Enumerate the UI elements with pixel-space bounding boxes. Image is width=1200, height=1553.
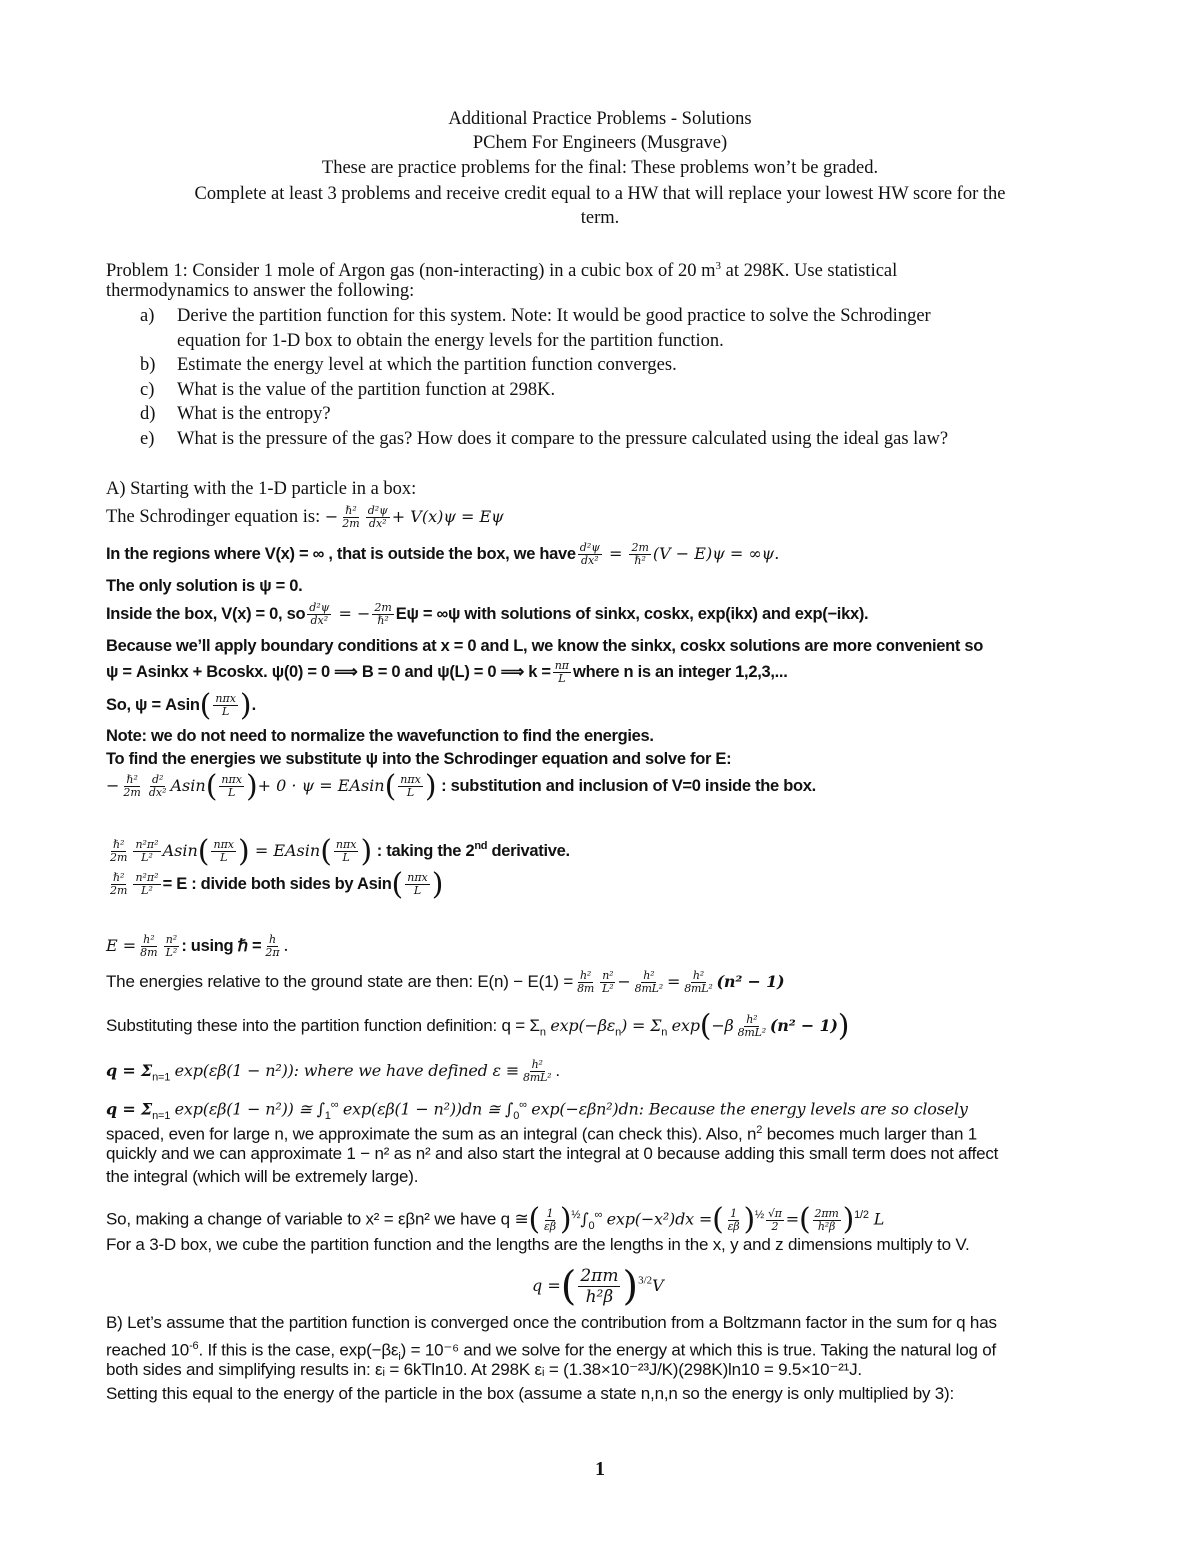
b-line-4: Setting this equal to the energy of the particle in the box (assume a state n,n,n so the energy is only multiplied by 3): bbox=[106, 1384, 955, 1403]
relative-energies: The energies relative to the ground state are then: E(n) − E(1) = $\frac{\text{h²}}{8m}$ $\frac{\text{n²}}{\text{L²}}$ − $\frac{\text{h²}}{\text{8mL²}}$ = $\frac{\text{h²}}{\text{8mL²}}$ (n² − 1) bbox=[106, 969, 785, 996]
problem-intro: Problem 1: Consider 1 mole of Argon gas (non-interacting) in a cubic box of 20 $m^3$ at 298K. Use statistical bbox=[106, 260, 898, 282]
part-text: What is the value of the partition function at 298K. bbox=[177, 380, 556, 400]
part-label: e) bbox=[140, 429, 155, 449]
partition-function-def: Substituting these into the partition function definition: $q = \Sigma_n$ $\exp(-\beta\varepsilon_n) = \Sigma_n$ exp(−β $\frac{\text{h²}}{\text{8mL²}}$ (n² − 1)) bbox=[106, 1008, 850, 1044]
course-name: PChem For Engineers (Musgrave) bbox=[472, 133, 728, 153]
q-definition: $q = \Sigma_{n=1}$ exp(εβ(1 − n²)): where we have defined ε ≡ $\frac{\text{h²}}{\text{8mL²}}$ . bbox=[106, 1058, 560, 1085]
page-title: Additional Practice Problems - Solutions bbox=[448, 109, 752, 129]
outside-box-line: In the regions where V(x) = ∞ , that is outside the box, we have $\frac{\text{d²ψ}}{\text{dx²}}$ = $\frac{2m}{\text{ℏ²}}$ (V − E)ψ = ∞ψ. bbox=[106, 541, 780, 568]
b-line-3: both sides and simplifying results in: εᵢ = 6kTln10. At 298K εᵢ = (1.38×10⁻²³J/K)(298K)ln10 = 9.5×10⁻²¹J. bbox=[106, 1360, 862, 1379]
psi-general: ψ = Asinkx + Bcoskx. ψ(0) = 0 ⟹ B = 0 and ψ(L) = 0 ⟹ k = $\frac{n\pi}{L}$ where n is an integer 1,2,3,... bbox=[106, 659, 788, 686]
change-variable: So, making a change of variable to x² = εβn² we have q ≅( $\frac{1}{\varepsilon\beta}$ )$^{\frac{1}{2}}\int_0^\infty$ exp(−x²)dx =( $\frac{1}{\varepsilon\beta}$ )$^{\frac{1}{2}}$ $\frac{√\pi}{2}$ =( $\frac{2\pi m}{\text{h²β}}$ )$^{1/2}$ L bbox=[106, 1202, 885, 1238]
part-label: c) bbox=[140, 380, 155, 400]
spaced-line: spaced, even for large n, we approximate the sum as an integral (can check this). Also, $n^2$ becomes much larger than 1 bbox=[106, 1124, 977, 1144]
header-note: These are practice problems for the final: These problems won’t be graded. bbox=[321, 158, 879, 178]
psi-solution: So, ψ = Asin( $\frac{\text{nπx}}{L}$ ). bbox=[106, 687, 256, 723]
credit-line-2: term. bbox=[580, 208, 620, 228]
part-text: Estimate the energy level at which the partition function converges. bbox=[177, 355, 677, 375]
part-label: b) bbox=[140, 355, 156, 375]
divide-eq: $\frac{\text{ℏ²}}{2m}$ $\frac{\text{n²π²}}{\text{L²}}$ = E : divide both sides by Asin( $\frac{\text{nπx}}{L}$ ) bbox=[110, 866, 444, 902]
only-solution: The only solution is ψ = 0. bbox=[106, 577, 303, 595]
page-number: 1 bbox=[595, 1458, 605, 1480]
integral-line: the integral (which will be extremely large). bbox=[106, 1167, 419, 1186]
part-text: Derive the partition function for this system. Note: It would be good practice to solve the Schrodinger bbox=[177, 306, 931, 326]
credit-line: Complete at least 3 problems and receive credit equal to a HW that will replace your lowest HW score for the bbox=[194, 184, 1006, 204]
part-label: d) bbox=[140, 404, 156, 424]
second-derivative-eq: $\frac{\text{ℏ²}}{2m}$ $\frac{\text{n²π²}}{\text{L²}}$ Asin( $\frac{\text{nπx}}{L}$ ) = EAsin( $\frac{\text{nπx}}{L}$ ) : taking the 2nd derivative. bbox=[110, 833, 570, 869]
b-line-2: reached $10^{-6}$. If this is the case, $\exp(-\beta\varepsilon_i) = 10^{-6}$ and we solve for the energy at which this is true. Taking the natural log of bbox=[106, 1340, 997, 1364]
q-integral: $q = \Sigma_{n=1}$ exp(εβ(1 − n²)) ≅ $\int_1^\infty$ exp(εβ(1 − n²))dn ≅ $\int_0^\infty$ exp(−εβn²)dn: Because the energy levels are so closely bbox=[106, 1099, 968, 1123]
problem-intro-2: thermodynamics to answer the following: bbox=[106, 281, 415, 301]
energy-eq: E = $\frac{\text{h²}}{8m}$ $\frac{\text{n²}}{\text{L²}}$ : using ℏ = $\frac{h}{2\pi}$ . bbox=[106, 933, 289, 960]
inside-box-line: Inside the box, V(x) = 0, so $\frac{\text{d²ψ}}{\text{dx²}}$ = − $\frac{2m}{\text{ℏ²}}$ Eψ = ∞ψ with solutions of sinkx, coskx, exp(ikx) and exp(−ikx). bbox=[106, 601, 869, 628]
q-3d-eq: q =( $\frac{2\pi m}{\text{h²β}}$ )$^{3/2}$V bbox=[532, 1263, 664, 1310]
part-label: a) bbox=[140, 306, 155, 326]
schrodinger-equation: The Schrodinger equation is: − $\frac{\text{ℏ²}}{2m}$ $\frac{\text{d²ψ}}{\text{dx²}}$ + V(x)ψ = Eψ bbox=[106, 504, 504, 531]
normalize-note: Note: we do not need to normalize the wavefunction to find the energies. bbox=[106, 727, 654, 745]
substitution-eq: − $\frac{\text{ℏ²}}{2m}$ $\frac{\text{d²}}{\text{dx²}}$ Asin( $\frac{\text{nπx}}{L}$ )+ 0 · ψ = EAsin( $\frac{\text{nπx}}{L}$ ) : substitution and inclusion of V=0 inside the box. bbox=[106, 768, 816, 804]
boundary-line: Because we’ll apply boundary conditions at x = 0 and L, we know the sinkx, coskx solutions are more convenient so bbox=[106, 637, 984, 655]
part-text: What is the entropy? bbox=[177, 404, 331, 424]
cube-line: For a 3-D box, we cube the partition function and the lengths are the lengths in the x, y and z dimensions multiply to V. bbox=[106, 1235, 970, 1254]
part-text: equation for 1-D box to obtain the energy levels for the partition function. bbox=[177, 331, 724, 351]
b-line-1: B) Let’s assume that the partition function is converged once the contribution from a Boltzmann factor in the sum for q has bbox=[106, 1313, 997, 1332]
find-energies: To find the energies we substitute ψ into the Schrodinger equation and solve for E: bbox=[106, 750, 732, 768]
solution-a-heading: A) Starting with the 1-D particle in a box: bbox=[106, 479, 417, 499]
part-text: What is the pressure of the gas? How does it compare to the pressure calculated using the ideal gas law? bbox=[177, 429, 949, 449]
quickly-line: quickly and we can approximate 1 − n² as n² and also start the integral at 0 because adding this small term does not affect bbox=[106, 1144, 999, 1163]
